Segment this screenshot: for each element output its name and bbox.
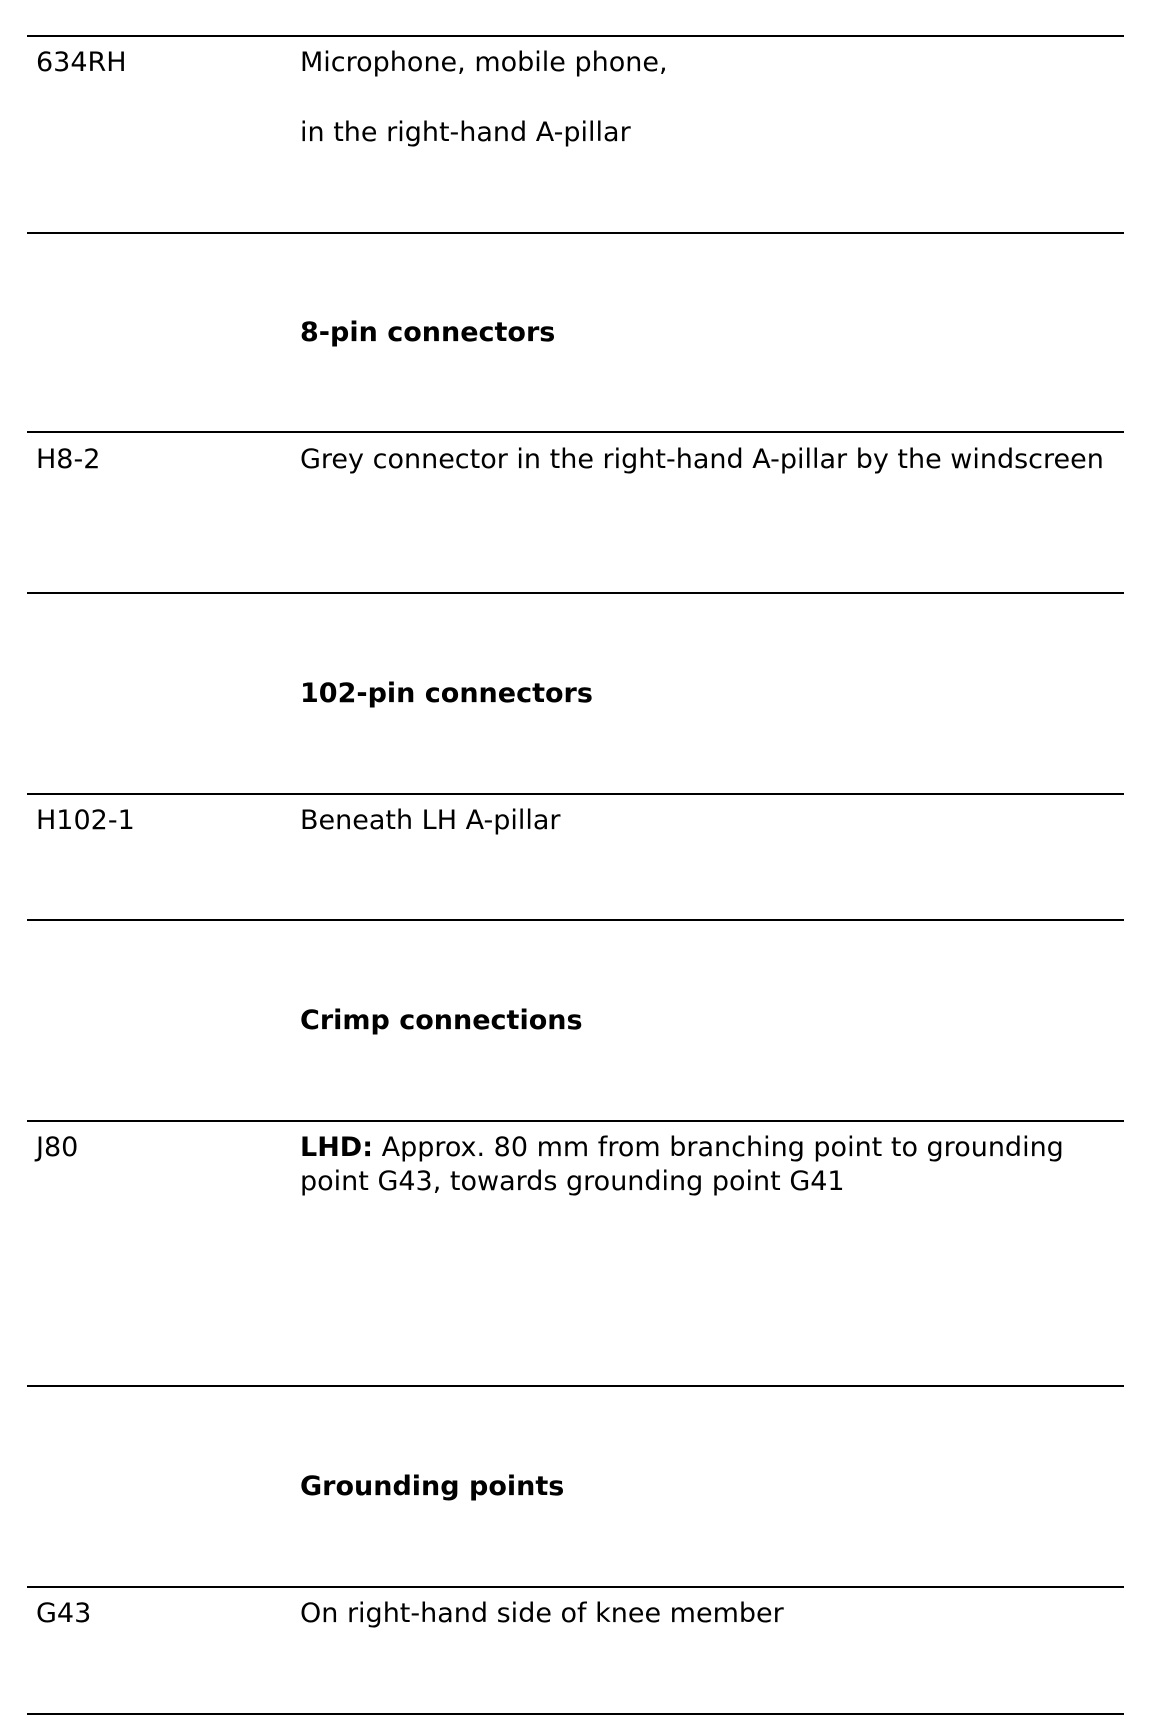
table-divider: [27, 793, 1124, 795]
component-description-text: Approx. 80 mm from branching point to grounding point G43, towards grounding point G41: [300, 1132, 1064, 1197]
table-divider: [27, 1713, 1124, 1715]
table-divider: [27, 919, 1124, 921]
component-code: H102-1: [36, 805, 135, 836]
component-description: On right-hand side of knee member: [300, 1598, 784, 1629]
table-divider: [27, 1586, 1124, 1588]
section-heading: 8-pin connectors: [300, 317, 556, 348]
section-heading: 102-pin connectors: [300, 678, 593, 709]
component-description: [300, 1131, 1120, 1199]
table-divider: [27, 35, 1124, 37]
table-divider: [27, 1120, 1124, 1122]
component-code: H8-2: [36, 444, 101, 475]
component-code: 634RH: [36, 47, 127, 78]
table-divider: [27, 592, 1124, 594]
component-description: Microphone, mobile phone,: [300, 47, 668, 78]
component-description: Grey connector in the right-hand A-pillar by the windscreen: [300, 444, 1104, 475]
table-divider: [27, 1385, 1124, 1387]
section-heading: Grounding points: [300, 1471, 565, 1502]
component-code: G43: [36, 1598, 92, 1629]
component-description: Beneath LH A-pillar: [300, 805, 561, 836]
section-heading: Crimp connections: [300, 1005, 583, 1036]
component-description-location: in the right-hand A-pillar: [300, 117, 631, 148]
table-divider: [27, 232, 1124, 234]
table-divider: [27, 431, 1124, 433]
lhd-label: LHD:: [300, 1132, 374, 1163]
component-code: J80: [36, 1132, 79, 1163]
